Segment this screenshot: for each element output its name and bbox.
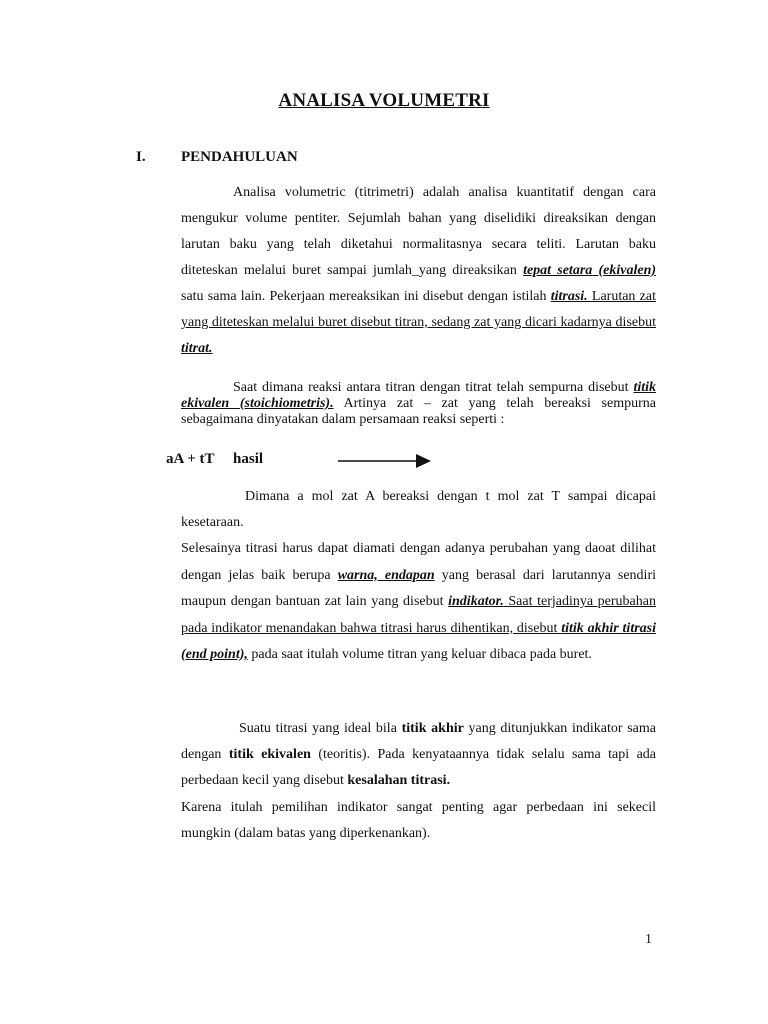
emphasis-term: titrasi. <box>550 289 588 304</box>
bold-term: titik akhir <box>401 721 464 736</box>
text-run: (teoritis). Pada kenyataannya tidak selalu sama tapi ada perbedaan kecil yang disebut <box>181 747 657 788</box>
text-run: Artinya zat – zat yang telah bereaksi sempurna sebagaimana dinyatakan dalam persamaan reaksi seperti : <box>181 396 656 427</box>
emphasis-term: indikator. <box>448 594 504 609</box>
text-run: Selesainya titrasi harus dapat diamati dengan adanya perubahan yang daoat dilihat dengan jelas baik berupa <box>181 541 656 583</box>
text-run: pada saat itulah volume titran yang keluar dibaca pada buret. <box>247 647 592 662</box>
section-heading: PENDAHULUAN <box>181 149 298 165</box>
bold-term: titik ekivalen <box>228 747 311 762</box>
paragraph-indicator-selection <box>181 795 656 847</box>
reaction-arrow-icon <box>338 452 432 470</box>
emphasis-term: titik akhir titrasi (end point), <box>181 620 656 662</box>
emphasis-term: warna, endapan <box>337 567 435 583</box>
page-number: 1 <box>645 932 652 947</box>
emphasis-term: titik ekivalen (stoichiometris). <box>181 380 656 411</box>
paragraph-equivalence-statement <box>181 484 656 536</box>
paragraph-equivalence-point <box>181 380 656 428</box>
paragraph-introduction <box>181 180 656 362</box>
emphasis-term: titrat. <box>181 341 213 356</box>
text-run: Saat dimana reaksi antara titran dengan titrat telah sempurna disebut <box>233 380 634 395</box>
text-run: Saat terjadinya perubahan pada indikator menandakan bahwa titrasi harus dihentikan, disebut <box>181 594 656 636</box>
text-run: yang ditunjukkan indikator sama dengan <box>181 721 656 762</box>
text-run: Dimana a mol zat A bereaksi dengan t mol zat T sampai dicapai kesetaraan. <box>181 489 656 530</box>
reaction-equation: aA + tT hasil <box>166 451 264 467</box>
page-title: ANALISA VOLUMETRI <box>278 90 490 111</box>
emphasis-term: (ekivalen) <box>598 263 657 278</box>
text-run: Karena itulah pemilihan indikator sangat penting agar perbedaan ini sekecil mungkin (dalam batas yang diperkenankan). <box>181 800 656 841</box>
emphasis-term: tepat setara <box>523 263 593 278</box>
text-run: satu sama lain. Pekerjaan mereaksikan ini disebut dengan istilah <box>181 289 551 304</box>
text-run: Suatu titrasi yang ideal bila <box>239 721 402 736</box>
text-run: yang berasal dari larutannya sendiri maupun dengan bantuan zat lain yang disebut <box>181 567 657 609</box>
section-number: I. <box>136 149 146 165</box>
paragraph-titration-error <box>181 716 656 794</box>
text-run: Larutan zat yang diteteskan melalui buret disebut titran, sedang zat yang dicari kadarnya disebut <box>181 289 656 330</box>
text-run: Analisa volumetric (titrimetri) adalah analisa kuantitatif dengan cara mengukur volume pentiter. Sejumlah bahan yang diselidiki direaksikan dengan larutan baku yang telah diketahui normalitasnya secara teliti. Larutan baku diteteskan melalui buret sampai jumlah_yang direaksikan <box>181 185 656 278</box>
bold-term: kesalahan titrasi. <box>347 773 451 788</box>
paragraph-end-point <box>181 536 656 669</box>
